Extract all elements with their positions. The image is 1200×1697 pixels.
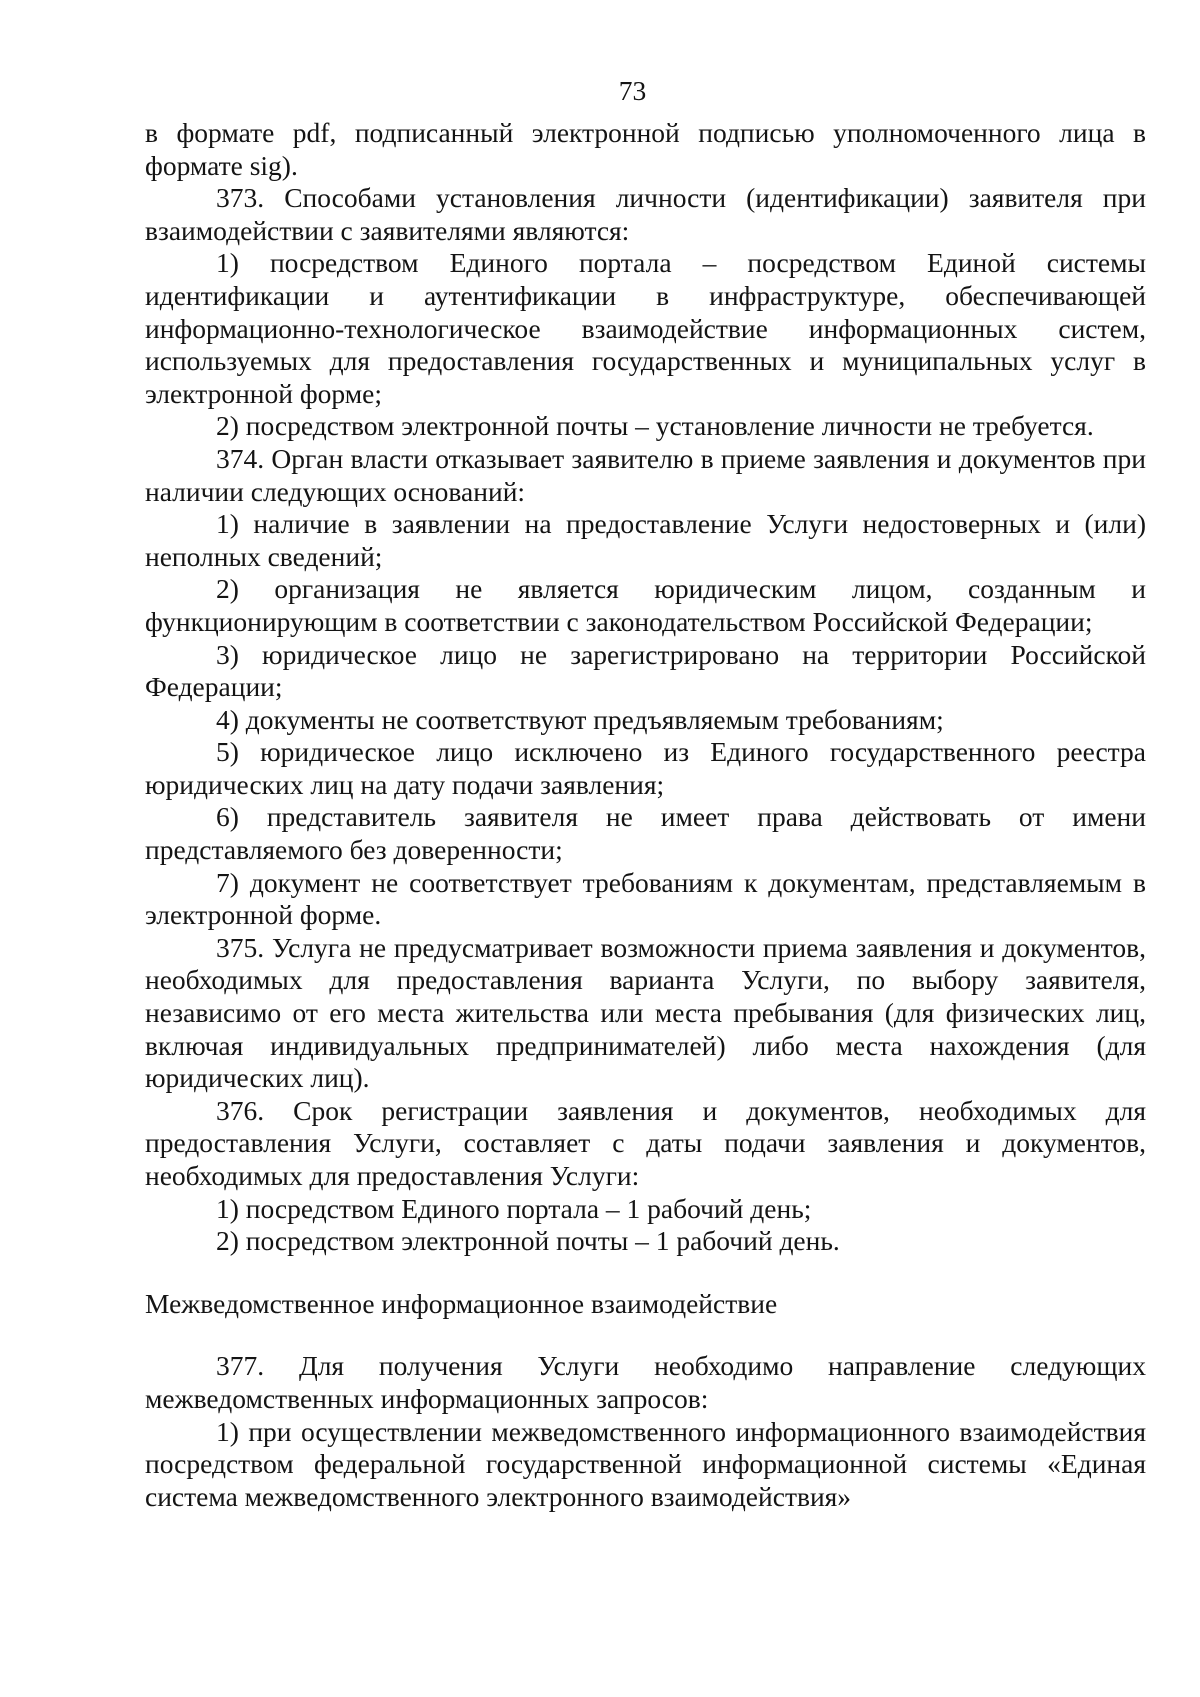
paragraph-377-item-1: 1) при осуществлении межведомственного информационного взаимодействия посредством федеральной государственной информационной системы «Единая система межведомственного электронного взаимодействия» bbox=[145, 1415, 1146, 1512]
document-body bbox=[145, 117, 1146, 1513]
paragraph-374-item-7: 7) документ не соответствует требованиям к документам, представляемым в электронной форме. bbox=[145, 866, 1146, 931]
paragraph-374: 374. Орган власти отказывает заявителю в приеме заявления и документов при наличии следующих оснований: bbox=[145, 442, 1146, 507]
paragraph-376-item-2: 2) посредством электронной почты – 1 рабочий день. bbox=[216, 1225, 840, 1257]
paragraph-376-item-1: 1) посредством Единого портала – 1 рабочий день; bbox=[216, 1192, 812, 1224]
paragraph-376: 376. Срок регистрации заявления и документов, необходимых для предоставления Услуги, составляет с даты подачи заявления и документов, необходимых для предоставления Услуги: bbox=[145, 1094, 1146, 1191]
paragraph-374-item-4: 4) документы не соответствуют предъявляемым требованиям; bbox=[216, 703, 944, 735]
paragraph-375: 375. Услуга не предусматривает возможности приема заявления и документов, необходимых для предоставления варианта Услуги, по выбору заявителя, независимо от его места жительства или места пребывания (для физических лиц, включая индивидуальных предпринимателей) либо места нахождения (для юридических лиц). bbox=[145, 931, 1146, 1094]
paragraph-374-item-1: 1) наличие в заявлении на предоставление Услуги недостоверных и (или) неполных сведений; bbox=[145, 508, 1146, 572]
section-heading: Межведомственное информационное взаимодействие bbox=[145, 1287, 778, 1319]
paragraph-374-item-2: 2) организация не является юридическим лицом, созданным и функционирующим в соответствии с законодательством Российской Федерации; bbox=[145, 573, 1146, 637]
paragraph-373-item-2: 2) посредством электронной почты – установление личности не требуется. bbox=[216, 410, 1094, 442]
paragraph-377: 377. Для получения Услуги необходимо направление следующих межведомственных информационных запросов: bbox=[145, 1350, 1146, 1414]
paragraph-374-item-5: 5) юридическое лицо исключено из Единого государственного реестра юридических лиц на дату подачи заявления; bbox=[145, 736, 1146, 800]
paragraph-continuation: в формате pdf, подписанный электронной подписью уполномоченного лица в формате sig). bbox=[145, 117, 1146, 181]
paragraph-373: 373. Способами установления личности (идентификации) заявителя при взаимодействии с заявителями являются: bbox=[145, 182, 1146, 246]
page-number: 73 bbox=[618, 75, 647, 106]
paragraph-374-item-6: 6) представитель заявителя не имеет права действовать от имени представляемого без доверенности; bbox=[145, 801, 1146, 866]
paragraph-374-item-3: 3) юридическое лицо не зарегистрировано на территории Российской Федерации; bbox=[145, 638, 1146, 703]
paragraph-373-item-1: 1) посредством Единого портала – посредством Единой системы идентификации и аутентификации в инфраструктуре, обеспечивающей информационно-технологическое взаимодействие информационных систем, используемых для предоставления государственных и муниципальных услуг в электронной форме; bbox=[145, 247, 1146, 409]
